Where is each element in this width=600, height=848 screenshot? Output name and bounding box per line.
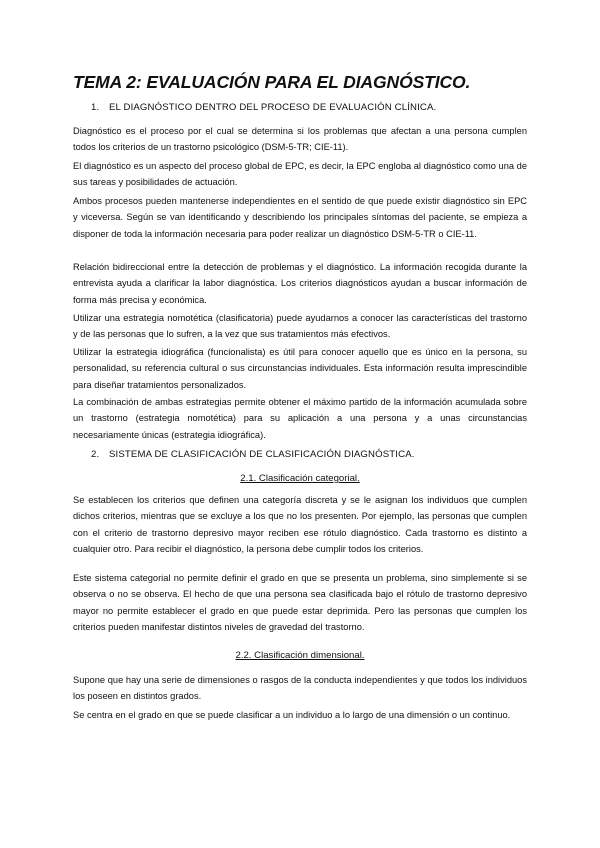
section-heading-text: SISTEMA DE CLASIFICACIÓN DE CLASIFICACIÓN DIAGNÓSTICA. (109, 449, 415, 460)
paragraph: Se centra en el grado en que se puede clasificar a un individuo a lo largo de una dimensión o un continuo. (73, 710, 511, 720)
paragraph: Se establecen los criterios que definen una categoría discreta y se le asignan los individuos que cumplen dichos criterios, mientras que se excluye a los que no los presenten. Por ejemplo, las personas que cumplen con el criterio de trastorno depresivo mayor reciben ese rótulo diagnóstico. Cada trastorno es distinto a cualquier otro. Para recibir el diagnóstico, la persona debe cumplir todos los criterios. (73, 495, 527, 555)
paragraph: Diagnóstico es el proceso por el cual se determina si los problemas que afectan a una persona cumplen todos los criterios de un trastorno psicológico (DSM-5-TR; CIE-11). (73, 126, 527, 153)
section-heading-2 (91, 449, 531, 460)
paragraph: Este sistema categorial no permite definir el grado en que se presenta un problema, sino simplemente si se observa o no se observa. El hecho de que una persona sea clasificada bajo el rótulo de trastorno depresivo mayor no permite establecer el grado en que puede estar deprimida. Pero las personas que cumplen los criterios pueden manifestar distintos niveles de gravedad del trastorno. (73, 573, 527, 633)
paragraph: El diagnóstico es un aspecto del proceso global de EPC, es decir, la EPC engloba al diagnóstico como una de sus tareas y posibilidades de actuación. (73, 161, 527, 188)
subsection-heading: 2.2. Clasificación dimensional. (235, 650, 365, 661)
subsection-heading: 2.1. Clasificación categorial. (240, 473, 360, 484)
document-title: TEMA 2: EVALUACIÓN PARA EL DIAGNÓSTICO. (73, 72, 471, 92)
paragraph: Utilizar la estrategia idiográfica (funcionalista) es útil para conocer aquello que es único en la persona, su personalidad, su referencia cultural o sus circunstancias individuales. Esta información resulta imprescindible para diseñar tratamientos personalizados. (73, 347, 527, 390)
paragraph: Supone que hay una serie de dimensiones o rasgos de la conducta independientes y que todos los individuos los poseen en distintos grados. (73, 675, 527, 702)
section-number: 2. (91, 449, 100, 460)
paragraph: Utilizar una estrategia nomotética (clasificatoria) puede ayudarnos a conocer las características del trastorno y de las personas que lo sufren, a la vez que sus tratamientos más efectivos. (73, 313, 527, 340)
section-number: 1. (91, 102, 100, 113)
paragraph: Ambos procesos pueden mantenerse independientes en el sentido de que puede existir diagnóstico sin EPC y viceversa. Según se van identificando y describiendo los principales síntomas del paciente, se empieza a disponer de toda la información necesaria para poder realizar un diagnóstico DSM-5-TR o CIE-11. (73, 196, 527, 239)
paragraph: La combinación de ambas estrategias permite obtener el máximo partido de la información acumulada sobre un trastorno (estrategia nomotética) para su aplicación a una persona y a unas circunstancias necesariamente únicas (estrategia idiográfica). (73, 397, 527, 440)
section-heading-text: EL DIAGNÓSTICO DENTRO DEL PROCESO DE EVALUACIÓN CLÍNICA. (109, 102, 437, 113)
section-heading-1 (91, 102, 531, 113)
paragraph: Relación bidireccional entre la detección de problemas y el diagnóstico. La información recogida durante la entrevista ayuda a clarificar la labor diagnóstica. Los criterios diagnósticos ayudan a buscar información de forma más precisa y económica. (73, 262, 527, 305)
